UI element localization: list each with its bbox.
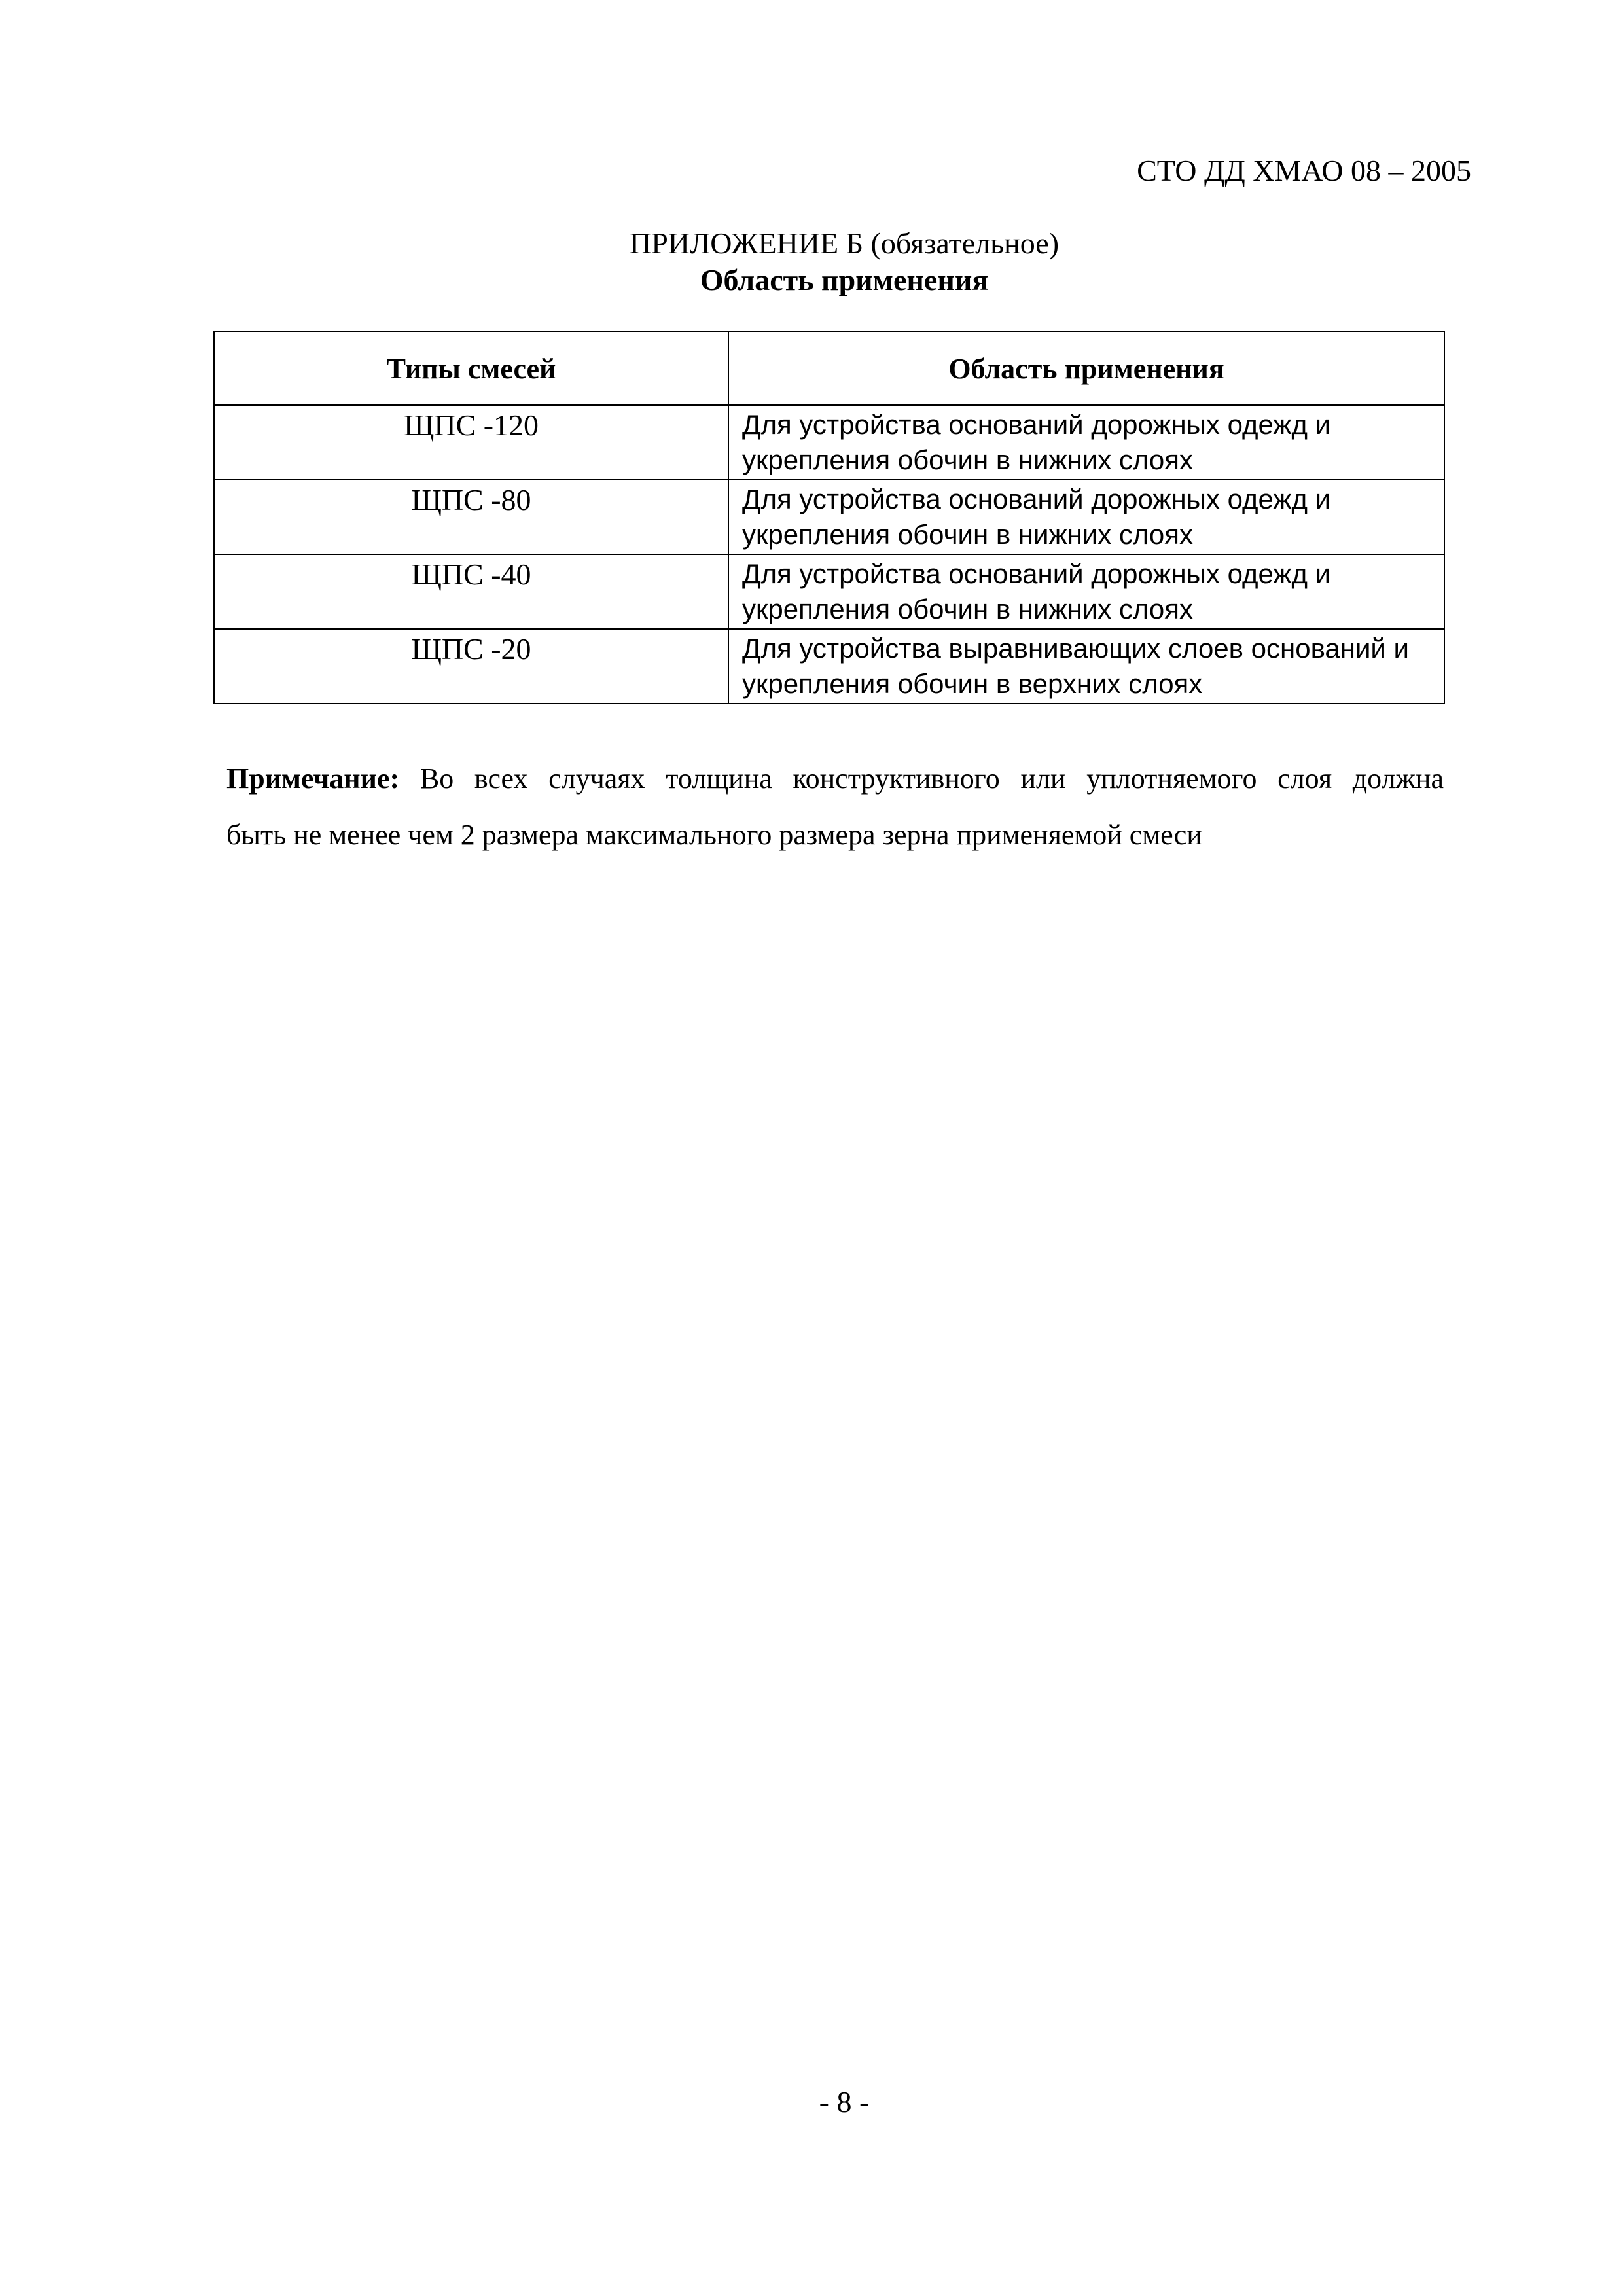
table-row bbox=[214, 629, 1444, 704]
note-paragraph bbox=[226, 758, 1444, 856]
table-header-row bbox=[214, 332, 1444, 405]
note-text-2: быть не менее чем 2 размера максимального размера зерна применяемой смеси bbox=[226, 819, 1202, 851]
table-row bbox=[214, 480, 1444, 554]
note-text-1: Во всех случаях толщина конструктивного или уплотняемого слоя должна bbox=[419, 762, 1444, 795]
scope-line: укрепления обочин в нижних слоях bbox=[742, 444, 1193, 475]
note-label: Примечание: bbox=[226, 762, 400, 795]
appendix-title: Область применения bbox=[700, 263, 989, 296]
scope-cell bbox=[728, 629, 1444, 704]
scope-cell bbox=[728, 405, 1444, 480]
scope-line: Для устройства оснований дорожных одежд и bbox=[742, 484, 1331, 514]
note-line-1 bbox=[226, 758, 1444, 800]
document-code: СТО ДД ХМАО 08 – 2005 bbox=[1137, 154, 1471, 187]
table-row bbox=[214, 405, 1444, 480]
mix-type-cell: ЩПС -120 bbox=[214, 405, 728, 480]
page-number: - 8 - bbox=[819, 2085, 870, 2119]
scope-cell bbox=[728, 554, 1444, 629]
column-header-mix-types: Типы смесей bbox=[214, 332, 728, 405]
column-header-scope: Область применения bbox=[728, 332, 1444, 405]
scope-line: укрепления обочин в нижних слоях bbox=[742, 594, 1193, 624]
scope-line: Для устройства оснований дорожных одежд и bbox=[742, 409, 1331, 440]
mix-type-cell: ЩПС -20 bbox=[214, 629, 728, 704]
mix-type-cell: ЩПС -40 bbox=[214, 554, 728, 629]
scope-table bbox=[213, 331, 1445, 704]
scope-cell bbox=[728, 480, 1444, 554]
scope-line: Для устройства оснований дорожных одежд и bbox=[742, 558, 1331, 589]
scope-line: Для устройства выравнивающих слоев оснований и bbox=[742, 633, 1410, 664]
mix-type-cell: ЩПС -80 bbox=[214, 480, 728, 554]
appendix-header: ПРИЛОЖЕНИЕ Б (обязательное) bbox=[629, 226, 1060, 260]
scope-line: укрепления обочин в нижних слоях bbox=[742, 519, 1193, 550]
table-row bbox=[214, 554, 1444, 629]
scope-line: укрепления обочин в верхних слоях bbox=[742, 668, 1203, 699]
